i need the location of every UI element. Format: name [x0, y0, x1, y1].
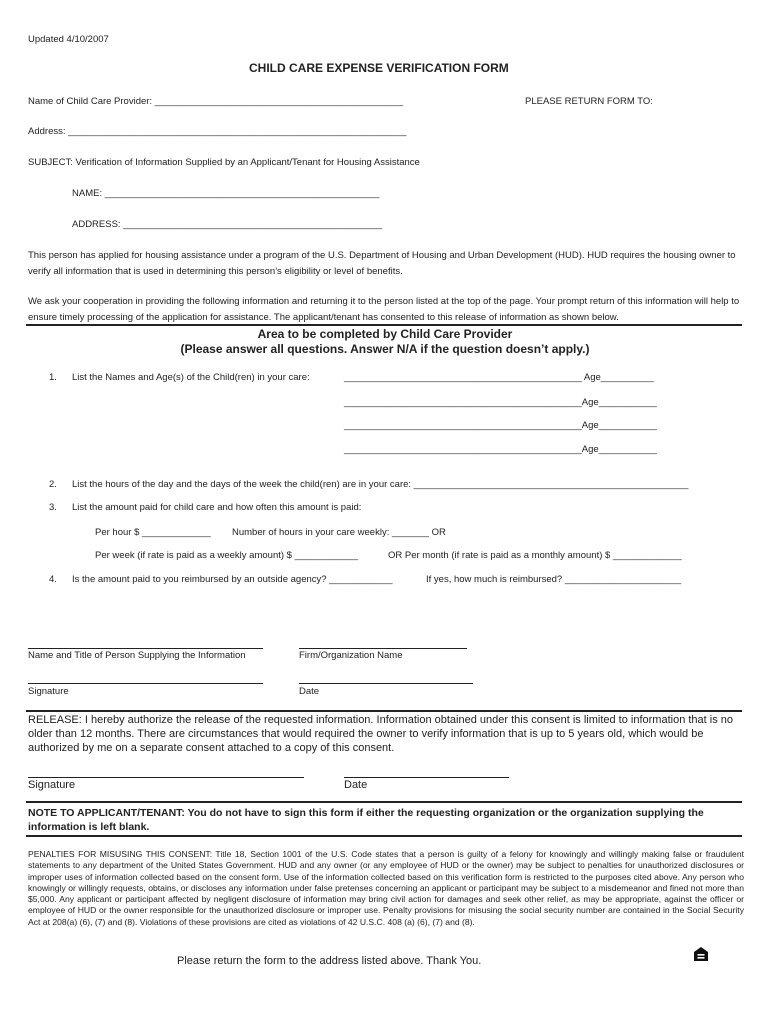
child-age-row[interactable]: _____________________________________________ Age__________: [344, 372, 654, 383]
tenant-date-label: Date: [344, 779, 368, 791]
section-divider: [26, 324, 742, 326]
tenant-date-line[interactable]: [344, 777, 509, 778]
question-amount: List the amount paid for child care and how often this amount is paid:: [72, 502, 362, 513]
provider-address-field[interactable]: Address: ________________________________________________________________: [28, 126, 407, 137]
name-title-line[interactable]: [28, 648, 263, 649]
tenant-signature-line[interactable]: [28, 777, 304, 778]
hours-weekly-field[interactable]: Number of hours in your care weekly: _______ OR: [232, 527, 446, 538]
return-thanks: Please return the form to the address listed above. Thank You.: [177, 955, 482, 967]
per-hour-field[interactable]: Per hour $ _____________: [95, 527, 211, 538]
release-divider: [26, 710, 742, 712]
name-title-label: Name and Title of Person Supplying the Information: [28, 650, 246, 661]
intro-paragraph-2: We ask your cooperation in providing the following information and returning it to the person listed at the top of the page. Your prompt return of this information will help to ensure timely processing of the application for assistance. The applicant/tenant has consented to this release of information as shown below.: [28, 296, 740, 323]
provider-date-label: Date: [299, 686, 320, 697]
updated-date: Updated 4/10/2007: [28, 34, 109, 45]
firm-line[interactable]: [299, 648, 467, 649]
child-age-row[interactable]: _____________________________________________Age___________: [344, 420, 657, 431]
form-title: CHILD CARE EXPENSE VERIFICATION FORM: [249, 61, 509, 75]
question-number: 1.: [49, 372, 57, 383]
provider-name-field[interactable]: Name of Child Care Provider: _______________________________________________: [28, 96, 404, 107]
penalties-text: PENALTIES FOR MISUSING THIS CONSENT: Title 18, Section 1001 of the U.S. Code states that a person is guilty of a felony for knowingly and willingly making false or fraudulent statements to any department of the United States Government. HUD and any owner (or any employee of HUD or the owner) may be subject to penalties for unauthorized disclosures or improper uses of information collected based on the consent form. Use of the information collected based on this verification form is restricted to the purposes cited above. Any person who knowingly or willingly requests, obtains, or discloses any information under false pretenses concerning an applicant or participant may be subject to a misdemeanor and fined not more than $5,000. Any applicant or participant affected by negligent disclosure of information may bring civil action for damages and seek other relief, as may be appropriate, against the officer or employee of HUD or the owner responsible for the unauthorized disclosure or improper use. Penalty provisions for misusing the social security number are contained in the Social Security Act at 208(a) (6), (7) and (8). Violations of these provisions are cited as violations of 42 U.S.C. 408 (a) (6), (7) and (8).: [28, 849, 744, 927]
reimbursed-field[interactable]: Is the amount paid to you reimbursed by an outside agency? ____________: [72, 574, 393, 585]
section-heading: Area to be completed by Child Care Provider: [257, 327, 513, 341]
equal-housing-opportunity-icon: [693, 946, 709, 962]
applicant-name-field[interactable]: NAME: ____________________________________________________: [72, 188, 380, 199]
subject-line: SUBJECT: Verification of Information Supplied by an Applicant/Tenant for Housing Assistance: [28, 157, 420, 168]
per-week-field[interactable]: Per week (if rate is paid as a weekly amount) $ ____________: [95, 550, 358, 561]
per-month-field[interactable]: OR Per month (if rate is paid as a monthly amount) $ _____________: [388, 550, 682, 561]
question-number: 3.: [49, 502, 57, 513]
provider-date-line[interactable]: [299, 683, 473, 684]
section-instructions: (Please answer all questions. Answer N/A if the question doesn’t apply.): [180, 342, 590, 356]
provider-signature-line[interactable]: [28, 683, 263, 684]
reimbursed-amount-field[interactable]: If yes, how much is reimbursed? ______________________: [426, 574, 682, 585]
firm-label: Firm/Organization Name: [299, 650, 403, 661]
question-hours-field[interactable]: List the hours of the day and the days of the week the child(ren) are in your care: ____________________________________________________: [72, 479, 689, 490]
note-to-applicant: NOTE TO APPLICANT/TENANT: You do not have to sign this form if either the requesting organization or the organization supplying the information is left blank.: [28, 807, 704, 833]
return-to-label: PLEASE RETURN FORM TO:: [525, 96, 653, 107]
applicant-address-field[interactable]: ADDRESS: _________________________________________________: [72, 219, 383, 230]
child-age-row[interactable]: _____________________________________________Age___________: [344, 397, 657, 408]
penalties-divider: [26, 835, 742, 837]
question-number: 2.: [49, 479, 57, 490]
question-children: List the Names and Age(s) of the Child(ren) in your care:: [72, 372, 310, 383]
tenant-signature-label: Signature: [28, 779, 76, 791]
note-divider: [26, 801, 742, 803]
question-number: 4.: [49, 574, 57, 585]
provider-signature-label: Signature: [28, 686, 69, 697]
release-text: RELEASE: I hereby authorize the release of the requested information. Information obtained under this consent is limited to information that is no older than 12 months. There are circumstances that would required the owner to verify information that is up to 5 years old, which would be authorized by me on a separate consent attached to a copy of this consent.: [28, 714, 734, 754]
child-age-row[interactable]: _____________________________________________Age___________: [344, 444, 657, 455]
intro-paragraph-1: This person has applied for housing assistance under a program of the U.S. Department of Housing and Urban Development (HUD). HUD requires the housing owner to verify all information that is used in determining this person’s eligibility or level of benefits.: [28, 250, 736, 277]
